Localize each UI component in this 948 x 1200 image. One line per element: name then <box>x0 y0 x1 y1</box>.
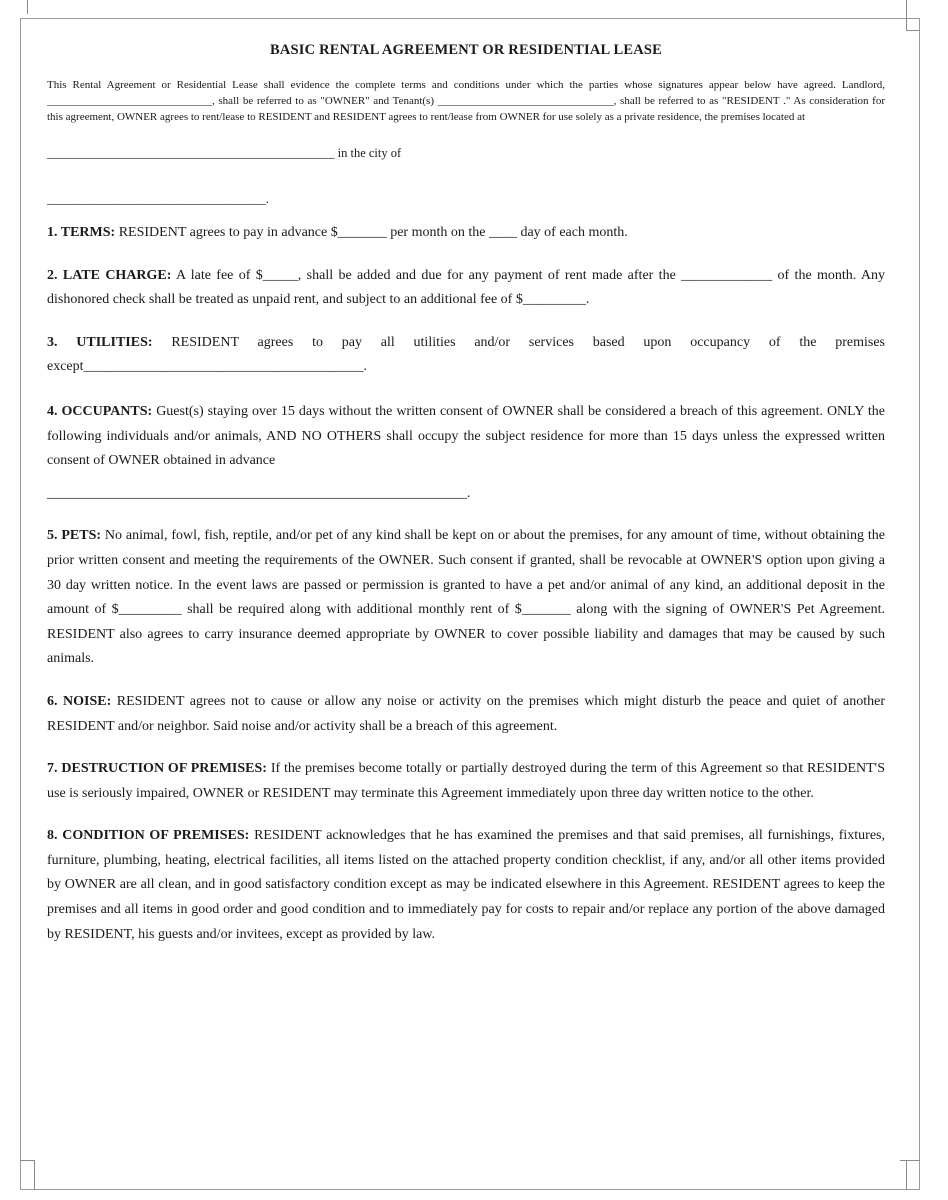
clause-text: If the premises become totally or partially destroyed during the term of this Agreement so that RESIDENT'S use is seriously impaired, OWNER or RESIDENT may terminate this Agreement immediately upon three day written notice to the other. <box>47 761 885 801</box>
crop-mark-bottom-left-h <box>20 1160 34 1161</box>
clause-utilities <box>47 331 885 380</box>
clause-noise <box>47 690 885 739</box>
clause-text: No animal, fowl, fish, reptile, and/or pet of any kind shall be kept on or about the premises, for any amount of time, without obtaining the prior written consent and meeting the requirements of the OWNER. Such consent if granted, shall be revocable at OWNER'S option upon giving a 30 day written notice. In the event laws are passed or permission is granted to have a pet and/or animal of any kind, an additional deposit in the amount of $_________ shall be required along with additional monthly rent of $_______ along with the signing of OWNER'S Pet Agreement. RESIDENT also agrees to carry insurance deemed appropriate by OWNER to cover possible liability and damages that may be caused by such animals. <box>47 528 885 667</box>
clause-heading: 4. OCCUPANTS: <box>47 403 153 419</box>
city-line: ___________________________________. <box>47 192 269 206</box>
clause-pets <box>47 524 885 672</box>
intro-paragraph: This Rental Agreement or Residential Lease shall evidence the complete terms and conditions under which the parties whose signatures appear below have agreed. Landlord, ______________________________, shall be referred to as "OWNER" and Tenant(s) ________________________________, shall be referred to as "RESIDENT ." As consideration for this agreement, OWNER agrees to rent/lease to RESIDENT and RESIDENT agrees to rent/lease from OWNER for use solely as a private residence, the premises located at <box>47 79 885 123</box>
clause-heading: 7. DESTRUCTION OF PREMISES: <box>47 761 267 777</box>
clause-condition-of-premises <box>47 824 885 947</box>
clause-heading: 1. TERMS: <box>47 225 116 240</box>
clause-heading: 6. NOISE: <box>47 693 112 709</box>
clause-text: RESIDENT agrees not to cause or allow any noise or activity on the premises which might disturb the peace and quiet of another RESIDENT and/or neighbor. Said noise and/or activity shall be a breach of this agreement. <box>47 693 885 734</box>
crop-mark-bottom-right-h <box>900 1160 920 1161</box>
crop-mark-bottom-left <box>34 1160 35 1190</box>
clause-late-charge <box>47 264 885 313</box>
clause-terms <box>47 221 885 246</box>
clause-text: RESIDENT acknowledges that he has examined the premises and that said premises, all furnishings, fixtures, furniture, plumbing, heating, electrical facilities, all items listed on the attached property condition checklist, if any, and/or all other items provided by OWNER are all clean, and in good satisfactory condition except as may be indicated elsewhere in this Agreement. RESIDENT agrees to keep the premises and all items in good order and good condition and to immediately pay for costs to repair and/or replace any portion of the above damaged by RESIDENT, his guests and/or invitees, except as provided by law. <box>47 828 885 942</box>
clause-text: RESIDENT agrees to pay all utilities and/or services based upon occupancy of the premises except________________________________________. <box>47 334 885 375</box>
clause-occupants <box>47 400 885 474</box>
clause-text: A late fee of $_____, shall be added and due for any payment of rent made after the _____________ of the month. Any dishonored check shall be treated as unpaid rent, and subject to an additional fee of $_________. <box>47 267 886 308</box>
crop-mark-top-right <box>906 0 907 30</box>
occupants-blank-line: ____________________________________________________________. <box>47 485 471 501</box>
clause-heading: 3. UTILITIES: <box>47 334 153 350</box>
clause-heading: 8. CONDITION OF PREMISES: <box>47 828 250 844</box>
clause-heading: 5. PETS: <box>47 528 102 544</box>
crop-mark-bottom-right <box>906 1160 907 1190</box>
document-title: BASIC RENTAL AGREEMENT OR RESIDENTIAL LEASE <box>269 42 663 58</box>
premises-address-line: ______________________________________________ in the city of <box>47 146 402 160</box>
crop-mark-top-right-h <box>906 30 920 31</box>
crop-mark-top-left <box>27 0 28 14</box>
clause-destruction-of-premises <box>47 757 885 806</box>
clause-heading: 2. LATE CHARGE: <box>47 267 172 283</box>
clause-text: Guest(s) staying over 15 days without the written consent of OWNER shall be considered a breach of this agreement. ONLY the following individuals and/or animals, AND NO OTHERS shall occupy the subject residence for more than 15 days unless the expressed written consent of OWNER obtained in advance <box>47 403 885 469</box>
clause-text: RESIDENT agrees to pay in advance $_______ per month on the ____ day of each month. <box>115 225 628 240</box>
document-body <box>47 36 885 947</box>
